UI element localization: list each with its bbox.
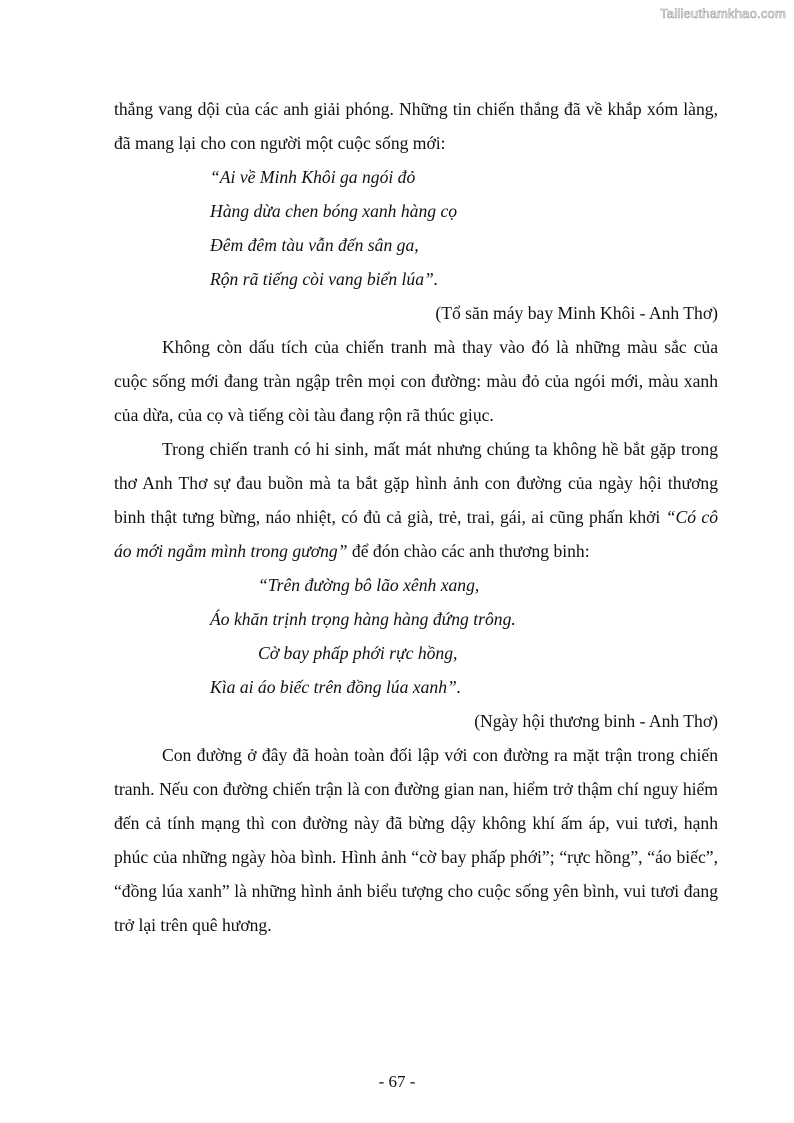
poem-1-line-3: Đêm đêm tàu vẫn đến sân ga,	[210, 235, 419, 255]
document-body	[114, 92, 718, 942]
paragraph-3-before: Trong chiến tranh có hi sinh, mất mát nhưng chúng ta không hề bắt gặp trong thơ Anh Thơ sự đau buồn mà ta bắt gặp hình ảnh con đường của ngày hội thương binh thật tưng bừng, náo nhiệt, có đủ cả già, trẻ, trai, gái, ai cũng phấn khởi	[114, 439, 718, 527]
poem-2-line-3: Cờ bay phấp phới rực hồng,	[258, 643, 458, 663]
paragraph-4: Con đường ở đây đã hoàn toàn đối lập với con đường ra mặt trận trong chiến tranh. Nếu con đường chiến trận là con đường gian nan, hiểm trở thậm chí nguy hiểm đến cả tính mạng thì con đường này đã bừng dậy không khí ấm áp, vui tươi, hạnh phúc của những ngày hòa bình. Hình ảnh “cờ bay phấp phới”; “rực hồng”, “áo biếc”, “đồng lúa xanh” là những hình ảnh biểu tượng cho cuộc sống yên bình, vui tươi đang trở lại trên quê hương.	[114, 745, 718, 935]
paragraph-3-quote: “Có cô áo mới ngắm mình trong gương”	[114, 507, 718, 561]
poem-2-line-4: Kìa ai áo biếc trên đồng lúa xanh”.	[210, 677, 462, 697]
poem-2-source: (Ngày hội thương binh - Anh Thơ)	[474, 711, 718, 731]
paragraph-3	[114, 432, 718, 568]
page-number: - 67 -	[378, 1072, 416, 1091]
poem-2	[114, 568, 718, 704]
paragraph-1: thắng vang dội của các anh giải phóng. Những tin chiến thắng đã về khắp xóm làng, đã mang lại cho con người một cuộc sống mới:	[114, 99, 718, 153]
poem-2-line-1: “Trên đường bô lão xênh xang,	[258, 575, 480, 595]
poem-1-line-1: “Ai về Minh Khôi ga ngói đỏ	[210, 167, 416, 187]
poem-1	[210, 160, 718, 296]
poem-1-line-4: Rộn rã tiếng còi vang biển lúa”.	[210, 269, 439, 289]
watermark: Tailieuthamkhao.com	[660, 6, 786, 21]
poem-2-line-2: Áo khăn trịnh trọng hàng hàng đứng trông.	[210, 609, 516, 629]
paragraph-2: Không còn dấu tích của chiến tranh mà thay vào đó là những màu sắc của cuộc sống mới đang tràn ngập trên mọi con đường: màu đỏ của ngói mới, màu xanh của dừa, của cọ và tiếng còi tàu đang rộn rã thúc giục.	[114, 337, 718, 425]
paragraph-3-after: để đón chào các anh thương binh:	[347, 541, 590, 561]
poem-1-line-2: Hàng dừa chen bóng xanh hàng cọ	[210, 201, 458, 221]
poem-1-source: (Tổ săn máy bay Minh Khôi - Anh Thơ)	[435, 303, 718, 323]
